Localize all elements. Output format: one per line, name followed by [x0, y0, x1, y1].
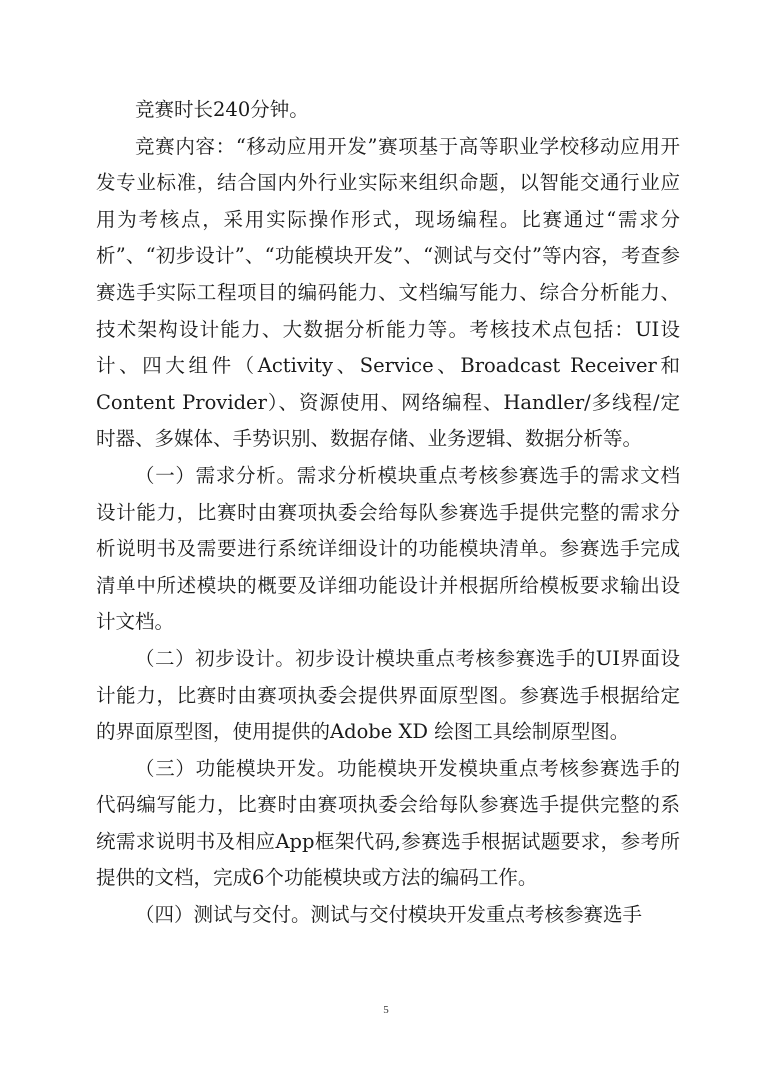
paragraph-content: 竞赛内容：“移动应用开发”赛项基于高等职业学校移动应用开发专业标准，结合国内外行业实际来组织命题，以智能交通行业应用为考核点，采用实际操作形式，现场编程。比赛通过“需求分析”、“初步设计”、“功能模块开发”、“测试与交付”等内容，考查参赛选手实际工程项目的编码能力、文档编写能力、综合分析能力、技术架构设计能力、大数据分析能力等。考核技术点包括：UI设计、四大组件（Activity、Service、Broadcast Receiver和Content Provider）、资源使用、网络编程、Handler/多线程/定时器、多媒体、手势识别、数据存储、业务逻辑、数据分析等。: [96, 134, 680, 451]
page-number: 5: [383, 1004, 389, 1016]
paragraph-preliminary-design: （二）初步设计。初步设计模块重点考核参赛选手的UI界面设计能力，比赛时由赛项执委会提供界面原型图。参赛选手根据给定的界面原型图，使用提供的Adobe XD 绘图工具绘制原型图。: [96, 646, 680, 744]
paragraph-requirements-analysis: （一）需求分析。需求分析模块重点考核参赛选手的需求文档设计能力，比赛时由赛项执委会给每队参赛选手提供完整的需求分析说明书及需要进行系统详细设计的功能模块清单。参赛选手完成清单中所述模块的概要及详细功能设计并根据所给模板要求输出设计文档。: [96, 463, 680, 634]
paragraph-module-development: （三）功能模块开发。功能模块开发模块重点考核参赛选手的代码编写能力，比赛时由赛项执委会给每队参赛选手提供完整的系统需求说明书及相应App框架代码,参赛选手根据试题要求，参考所提供的文档，完成6个功能模块或方法的编码工作。: [96, 756, 680, 890]
paragraph-testing-delivery: （四）测试与交付。测试与交付模块开发重点考核参赛选手: [135, 903, 643, 927]
paragraph-duration: 竞赛时长240分钟。: [135, 98, 309, 121]
body-text: [96, 92, 680, 934]
